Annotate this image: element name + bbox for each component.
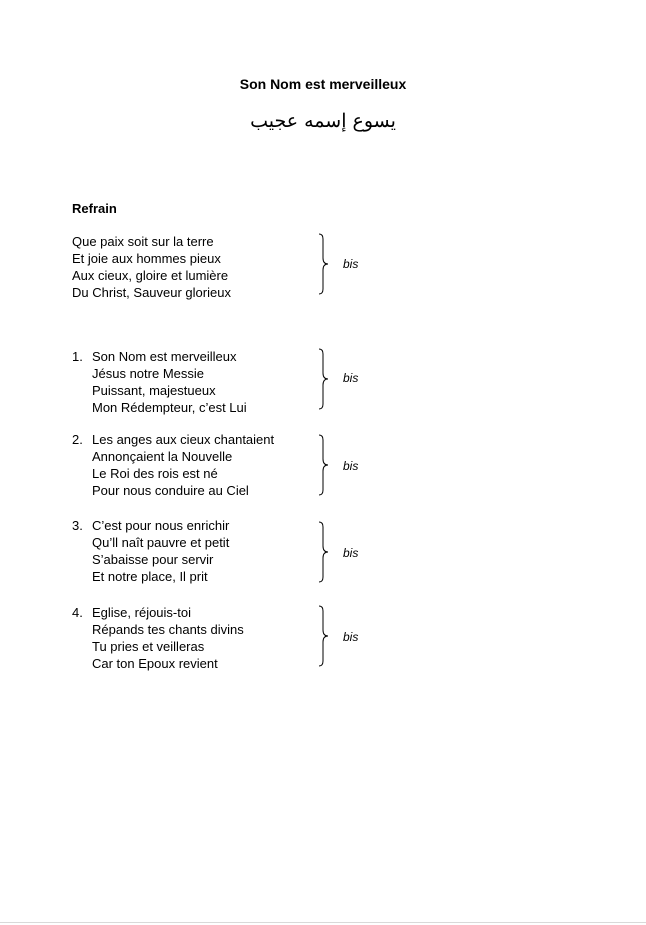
refrain-brace	[318, 233, 330, 295]
verse-3-brace	[318, 521, 330, 583]
song-title: Son Nom est merveilleux	[239, 76, 407, 92]
refrain-line: Aux cieux, gloire et lumière	[72, 268, 229, 283]
verse-line: Eglise, réjouis-toi	[92, 605, 191, 620]
verse-4-bis-label: bis	[343, 630, 359, 644]
arabic-subtitle: يسوع إسمه عجيب	[250, 110, 396, 132]
verse-line: Jésus notre Messie	[92, 366, 204, 381]
verse-line: Les anges aux cieux chantaient	[92, 432, 275, 447]
verse-number: 4.	[72, 605, 83, 620]
verse-3	[72, 517, 229, 585]
verse-line: Et notre place, Il prit	[92, 569, 208, 584]
verse-line: Pour nous conduire au Ciel	[92, 483, 249, 498]
verse-line: S’abaisse pour servir	[92, 552, 214, 567]
verse-line: Annonçaient la Nouvelle	[92, 449, 233, 464]
verse-number: 1.	[72, 349, 83, 364]
verse-3-bis-label: bis	[343, 546, 359, 560]
verse-4-brace	[318, 605, 330, 667]
verse-line: Qu’ll naît pauvre et petit	[92, 535, 230, 550]
verse-line: Son Nom est merveilleux	[92, 349, 237, 364]
verse-line: Répands tes chants divins	[92, 622, 244, 637]
verse-2-brace	[318, 434, 330, 496]
verse-line: Mon Rédempteur, c’est Lui	[92, 400, 247, 415]
verse-line: Puissant, majestueux	[92, 383, 216, 398]
refrain-lines	[72, 233, 231, 301]
refrain-line: Que paix soit sur la terre	[72, 234, 214, 249]
refrain-line: Du Christ, Sauveur glorieux	[72, 285, 231, 300]
verse-2	[72, 431, 274, 499]
verse-line: Tu pries et veilleras	[92, 639, 205, 654]
refrain-heading: Refrain	[72, 201, 117, 216]
verse-2-bis-label: bis	[343, 459, 359, 473]
verse-number: 2.	[72, 432, 83, 447]
verse-number: 3.	[72, 518, 83, 533]
verse-line: C’est pour nous enrichir	[92, 518, 230, 533]
verse-line: Le Roi des rois est né	[92, 466, 218, 481]
refrain-bis-label: bis	[343, 257, 359, 271]
page-bottom-edge	[0, 922, 646, 923]
verse-1	[72, 348, 247, 416]
verse-1-brace	[318, 348, 330, 410]
verse-4	[72, 604, 244, 672]
refrain-line: Et joie aux hommes pieux	[72, 251, 221, 266]
verse-line: Car ton Epoux revient	[92, 656, 218, 671]
verse-1-bis-label: bis	[343, 371, 359, 385]
